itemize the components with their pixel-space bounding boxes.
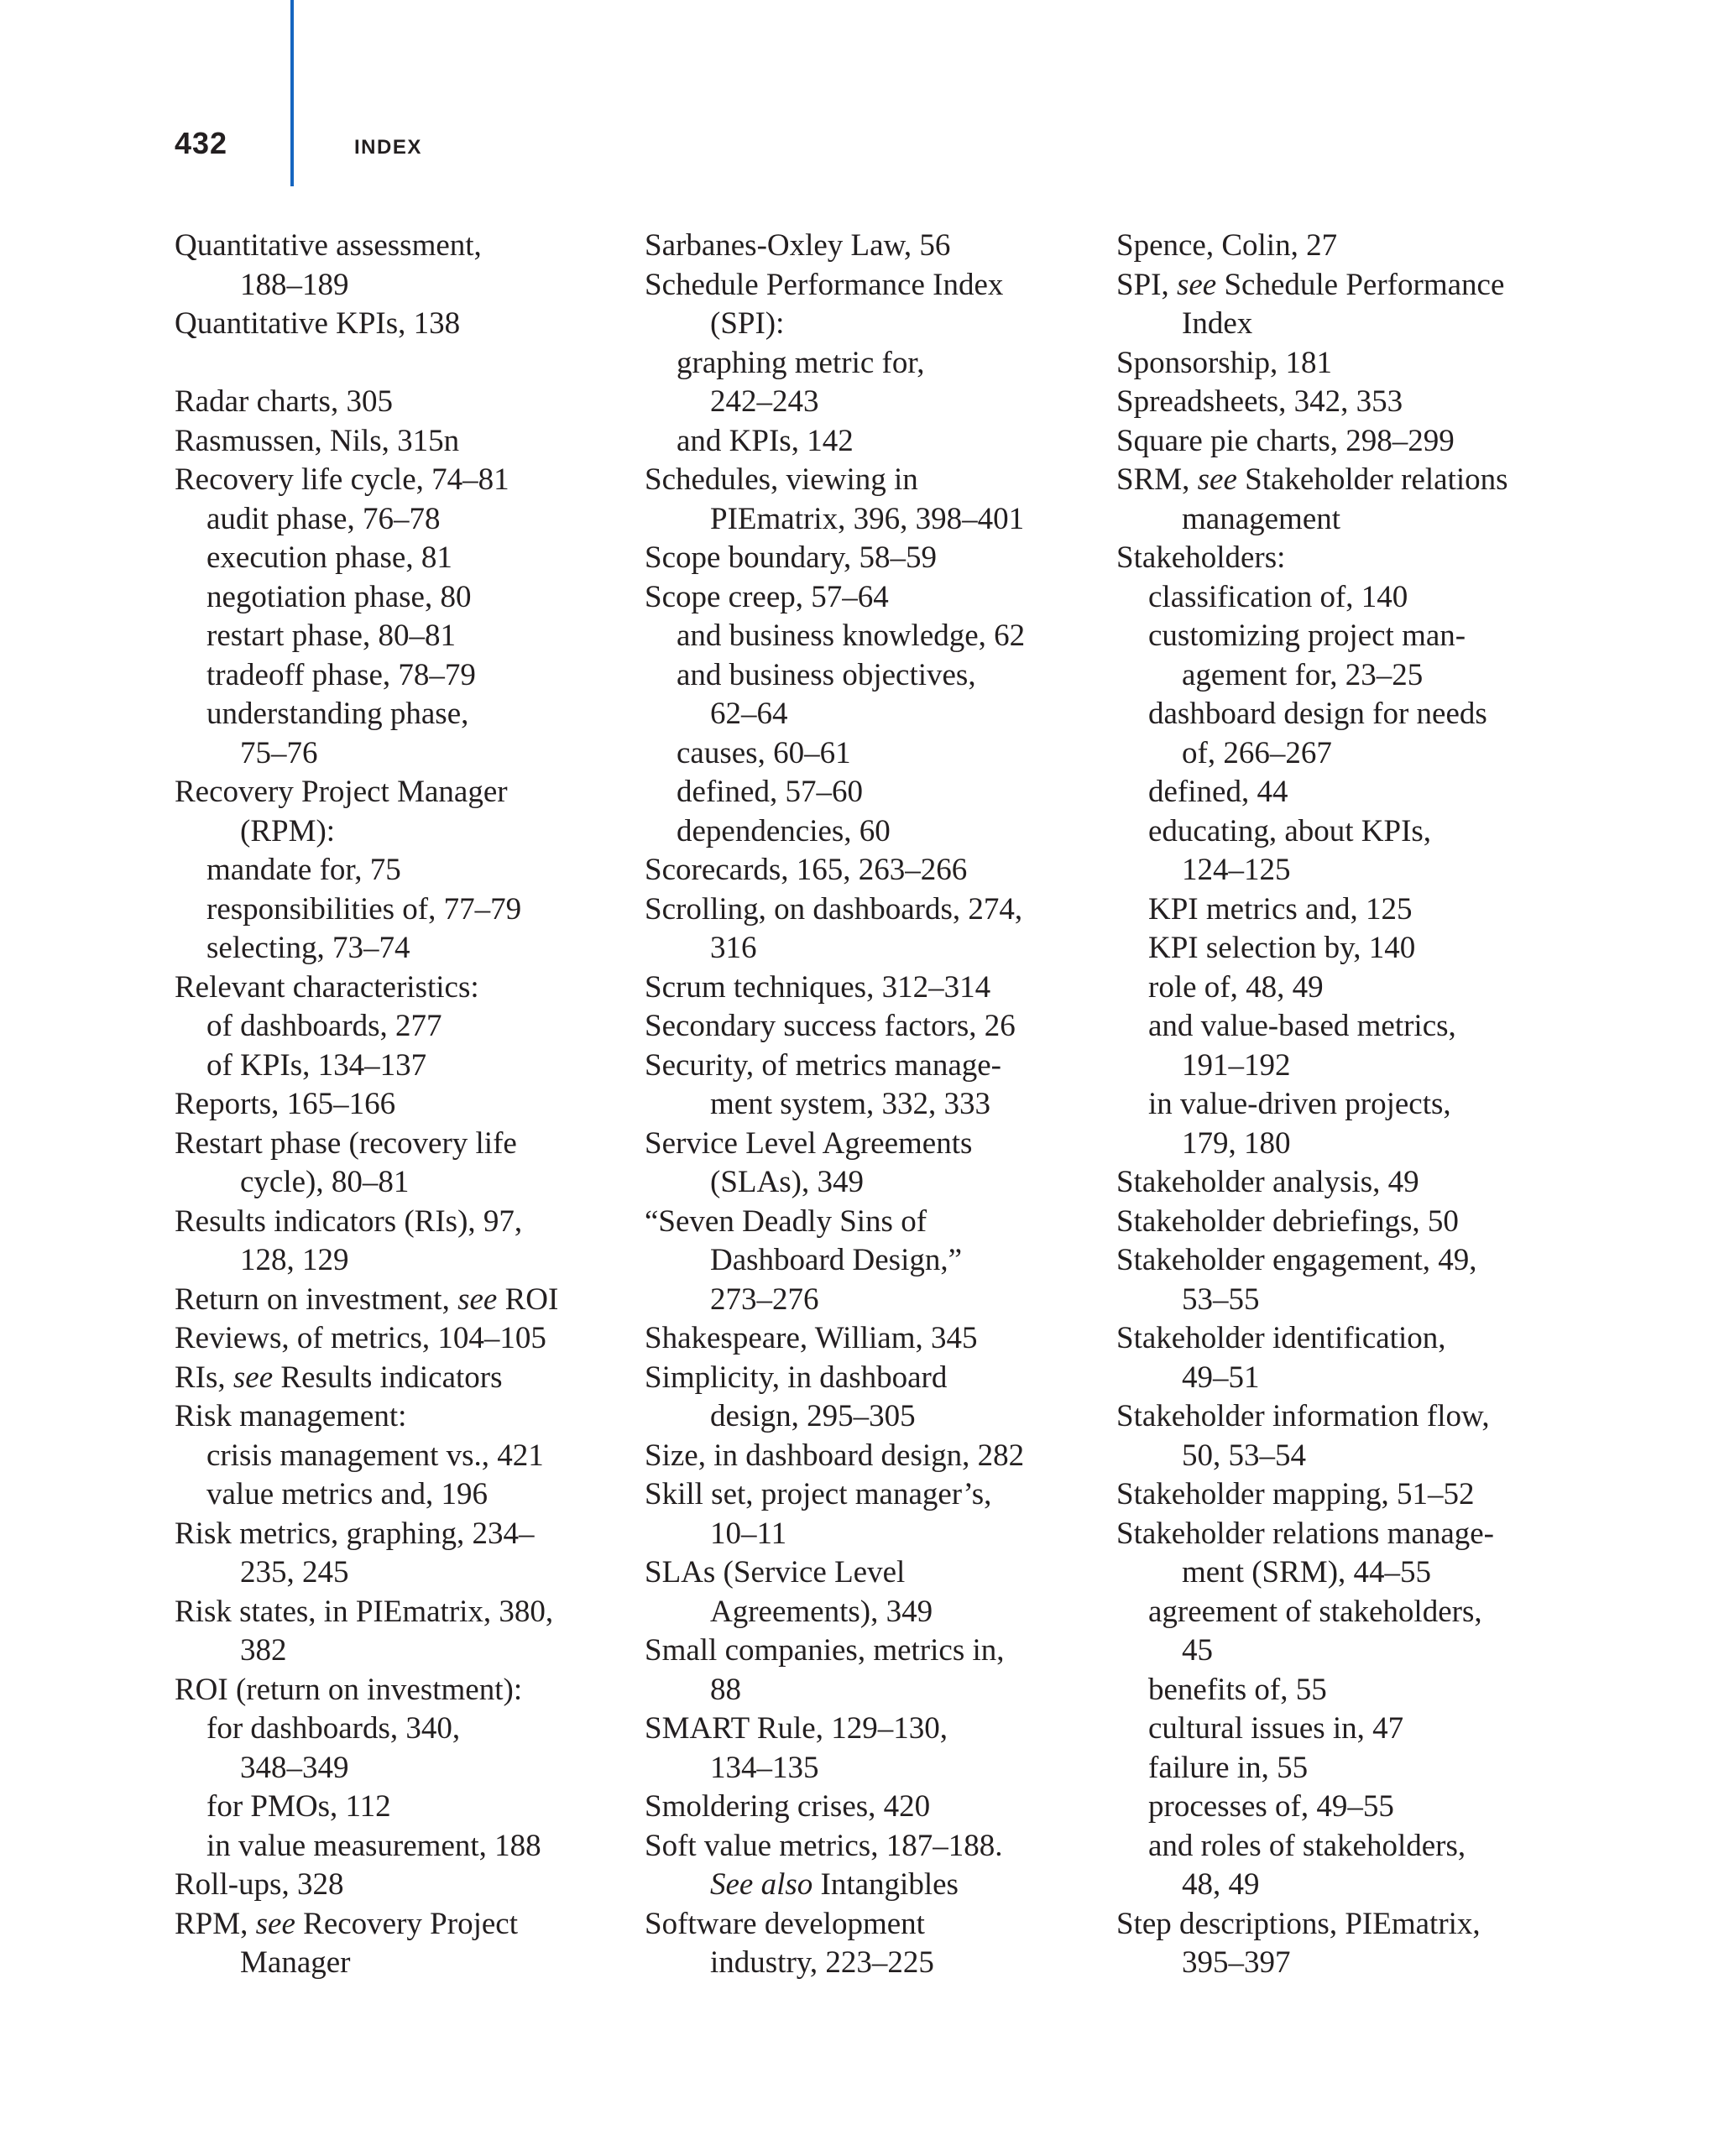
entry-line: SLAs (Service Level (645, 1555, 906, 1590)
index-subentry (175, 1710, 628, 1788)
entry-line: crisis management vs., 421 (206, 1438, 544, 1473)
entry-line: KPI metrics and, 125 (1148, 891, 1413, 927)
entry-line-continued: 128, 129 (240, 1243, 349, 1277)
entry-line: defined, 57–60 (677, 775, 863, 809)
entry-line (175, 1359, 628, 1398)
index-entry (1116, 539, 1570, 578)
index-entry (645, 539, 1098, 578)
entry-line-continued: Dashboard Design,” (710, 1243, 963, 1277)
index-entry (1116, 1203, 1570, 1242)
entry-line: in value measurement, 188 (206, 1828, 541, 1863)
entry-line: Roll-ups, 328 (175, 1867, 344, 1902)
entry-line: execution phase, 81 (206, 540, 452, 575)
entry-line-continued: 188–189 (240, 267, 349, 302)
index-entry (645, 266, 1098, 344)
entry-line: Stakeholder debriefings, 50 (1116, 1203, 1459, 1239)
index-subentry (1116, 1710, 1570, 1749)
index-subentry (175, 890, 628, 930)
entry-line: of KPIs, 134–137 (206, 1047, 427, 1083)
entry-line-continued: 242–243 (710, 384, 819, 419)
entry-line-continued: 45 (1182, 1633, 1213, 1668)
entry-line: Skill set, project manager’s, (645, 1477, 992, 1511)
entry-line-continued: Index (1182, 306, 1253, 341)
entry-line: Shakespeare, William, 345 (645, 1321, 978, 1355)
index-subentry (1116, 1085, 1570, 1163)
entry-line: Smoldering crises, 420 (645, 1789, 931, 1824)
entry-line: Scrolling, on dashboards, 274, (645, 891, 1023, 927)
entry-line-continued: ment system, 332, 333 (710, 1087, 991, 1121)
index-column-2 (645, 227, 1098, 1983)
index-subentry (645, 422, 1098, 462)
entry-text: Stakeholder relations (1236, 462, 1508, 497)
entry-line-continued: 134–135 (710, 1750, 819, 1785)
running-head: INDEX (354, 136, 422, 159)
entry-line: responsibilities of, 77–79 (206, 891, 522, 927)
entry-line-continued: 48, 49 (1182, 1867, 1260, 1902)
index-subentry (1116, 1749, 1570, 1788)
entry-line: Relevant characteristics: (175, 969, 479, 1005)
entry-text: SRM, (1116, 462, 1198, 497)
entry-line: Small companies, metrics in, (645, 1633, 1005, 1668)
entry-line: dashboard design for needs (1148, 697, 1487, 731)
index-entry (645, 1125, 1098, 1203)
index-entry (1116, 227, 1570, 266)
entry-line: negotiation phase, 80 (206, 579, 472, 614)
see-reference: see (1176, 267, 1217, 302)
index-subentry (645, 734, 1098, 774)
entry-line-continued: 191–192 (1182, 1047, 1291, 1083)
entry-line-continued: 50, 53–54 (1182, 1438, 1306, 1473)
index-entry (175, 383, 628, 422)
entry-line-continued: PIEmatrix, 396, 398–401 (710, 501, 1025, 536)
index-entry (1116, 383, 1570, 422)
entry-line: Scope creep, 57–64 (645, 579, 889, 614)
entry-line-continued: 88 (710, 1672, 741, 1707)
index-entry (645, 461, 1098, 539)
entry-line: value metrics and, 196 (206, 1477, 488, 1511)
entry-line: Scope boundary, 58–59 (645, 540, 938, 575)
entry-line: processes of, 49–55 (1148, 1789, 1394, 1824)
index-entry (645, 1047, 1098, 1125)
index-entry (175, 773, 628, 851)
entry-line: Stakeholders: (1116, 540, 1286, 575)
index-column-3 (1116, 227, 1570, 1983)
index-entry (645, 1007, 1098, 1047)
entry-line: Risk metrics, graphing, 234– (175, 1516, 535, 1551)
entry-line (1116, 461, 1570, 500)
entry-line: Recovery life cycle, 74–81 (175, 462, 509, 497)
entry-line-continued: (SPI): (710, 306, 785, 341)
entry-line: and value-based metrics, (1148, 1009, 1456, 1043)
index-subentry (175, 617, 628, 656)
entry-line: Scrum techniques, 312–314 (645, 969, 991, 1005)
index-column-1 (175, 227, 628, 1983)
entry-text: ROI (497, 1282, 559, 1317)
index-subentry (175, 695, 628, 773)
index-entry (1116, 266, 1570, 344)
page-number: 432 (175, 126, 228, 160)
index-entry (175, 1515, 628, 1593)
entry-line-continued: 53–55 (1182, 1282, 1260, 1317)
entry-text: Results indicators (273, 1360, 503, 1395)
entry-line: Recovery Project Manager (175, 775, 508, 809)
index-entry (1116, 461, 1570, 539)
entry-text: RPM, (175, 1906, 256, 1941)
index-subentry (1116, 695, 1570, 773)
index-subentry (1116, 773, 1570, 812)
index-entry (175, 422, 628, 462)
entry-line: Size, in dashboard design, 282 (645, 1438, 1025, 1473)
index-subentry (1116, 968, 1570, 1008)
index-subentry (1116, 1788, 1570, 1827)
entry-line-continued: 273–276 (710, 1282, 819, 1317)
entry-line-continued: design, 295–305 (710, 1399, 916, 1433)
entry-line: Sarbanes-Oxley Law, 56 (645, 228, 951, 263)
index-entry (645, 1905, 1098, 1983)
entry-line: classification of, 140 (1148, 579, 1408, 614)
entry-line: Software development (645, 1906, 925, 1941)
index-subentry (1116, 812, 1570, 890)
entry-line: Secondary success factors, 26 (645, 1009, 1016, 1043)
entry-line-continued: management (1182, 501, 1341, 536)
entry-line: Stakeholder engagement, 49, (1116, 1243, 1477, 1277)
entry-line: audit phase, 76–78 (206, 501, 441, 536)
entry-text: Intangibles (812, 1867, 959, 1902)
entry-line: and business objectives, (677, 657, 976, 692)
entry-line: and KPIs, 142 (677, 423, 854, 458)
entry-line: selecting, 73–74 (206, 931, 410, 965)
index-entry (1116, 1163, 1570, 1203)
entry-line: Rasmussen, Nils, 315n (175, 423, 460, 458)
entry-line-continued: 10–11 (710, 1516, 787, 1551)
index-subentry (175, 929, 628, 968)
entry-line-continued: Agreements), 349 (710, 1594, 933, 1629)
index-subentry (175, 656, 628, 696)
entry-line: Stakeholder analysis, 49 (1116, 1165, 1419, 1199)
entry-line: causes, 60–61 (677, 735, 851, 770)
see-reference: see (233, 1360, 274, 1395)
index-subentry (645, 344, 1098, 422)
entry-line: Stakeholder mapping, 51–52 (1116, 1477, 1475, 1511)
entry-line: Reports, 165–166 (175, 1087, 396, 1121)
entry-line: Stakeholder identification, (1116, 1321, 1446, 1355)
entry-line: graphing metric for, (677, 345, 925, 380)
entry-line: agreement of stakeholders, (1148, 1594, 1482, 1629)
index-entry (645, 578, 1098, 618)
entry-line (1116, 266, 1570, 305)
index-subentry (645, 812, 1098, 852)
index-entry (175, 1866, 628, 1905)
entry-line-continued: Manager (240, 1945, 351, 1980)
index-subentry (175, 1788, 628, 1827)
entry-line (175, 1281, 628, 1320)
index-entry (645, 1710, 1098, 1788)
entry-line-continued: 75–76 (240, 735, 318, 770)
entry-line-continued: of, 266–267 (1182, 735, 1332, 770)
index-entry (1116, 1241, 1570, 1319)
entry-line-continued: (SLAs), 349 (710, 1165, 864, 1199)
entry-line: Risk states, in PIEmatrix, 380, (175, 1594, 554, 1629)
index-entry (1116, 344, 1570, 384)
entry-line: restart phase, 80–81 (206, 619, 456, 653)
index-subentry (1116, 578, 1570, 618)
entry-line: Square pie charts, 298–299 (1116, 423, 1455, 458)
entry-line: failure in, 55 (1148, 1750, 1309, 1785)
index-subentry (175, 539, 628, 578)
entry-line-continued: 316 (710, 931, 757, 965)
entry-line-continued: 395–397 (1182, 1945, 1291, 1980)
entry-line-continued: ment (SRM), 44–55 (1182, 1555, 1432, 1590)
index-entry (645, 1475, 1098, 1553)
entry-line-continued: 179, 180 (1182, 1125, 1291, 1161)
entry-line: in value-driven projects, (1148, 1087, 1451, 1121)
entry-line-continued: 235, 245 (240, 1555, 349, 1590)
entry-line: Scorecards, 165, 263–266 (645, 853, 968, 887)
entry-line-continued: 382 (240, 1633, 287, 1668)
entry-line: Results indicators (RIs), 97, (175, 1203, 523, 1239)
index-subentry (175, 1047, 628, 1086)
index-subentry (1116, 1827, 1570, 1905)
entry-line: Quantitative assessment, (175, 228, 482, 263)
entry-line: Soft value metrics, 187–188. (645, 1828, 1003, 1863)
index-entry (645, 1631, 1098, 1710)
index-entry (645, 1788, 1098, 1827)
entry-line: “Seven Deadly Sins of (645, 1203, 927, 1239)
see-reference: see (255, 1906, 295, 1941)
entry-line: Risk management: (175, 1399, 407, 1433)
index-subentry (175, 1007, 628, 1047)
index-entry (175, 1203, 628, 1281)
entry-line: dependencies, 60 (677, 813, 891, 848)
index-subentry (175, 1827, 628, 1866)
index-entry (175, 1359, 628, 1398)
entry-line: Restart phase (recovery life (175, 1125, 517, 1161)
entry-line: Sponsorship, 181 (1116, 345, 1332, 380)
entry-line-continued: agement for, 23–25 (1182, 657, 1424, 692)
entry-line: defined, 44 (1148, 775, 1288, 809)
entry-line-continued: (RPM): (240, 813, 336, 848)
index-subentry (1116, 617, 1570, 695)
entry-line: Reviews, of metrics, 104–105 (175, 1321, 546, 1355)
index-subentry (645, 656, 1098, 734)
entry-line: ROI (return on investment): (175, 1672, 523, 1707)
index-entry (645, 1553, 1098, 1631)
index-entry (1116, 1397, 1570, 1475)
entry-line: cultural issues in, 47 (1148, 1711, 1404, 1746)
entry-text: SPI, (1116, 267, 1177, 302)
entry-line: educating, about KPIs, (1148, 813, 1432, 848)
entry-line: Service Level Agreements (645, 1125, 973, 1161)
entry-line: Simplicity, in dashboard (645, 1360, 948, 1395)
entry-line: for PMOs, 112 (206, 1789, 391, 1824)
entry-line: Stakeholder relations manage- (1116, 1516, 1494, 1551)
index-entry (175, 1671, 628, 1710)
entry-line: Schedules, viewing in (645, 462, 918, 497)
entry-line: Schedule Performance Index (645, 267, 1004, 302)
entry-line: of dashboards, 277 (206, 1009, 442, 1043)
index-subentry (1116, 1671, 1570, 1710)
index-entry (645, 1203, 1098, 1320)
entry-line: KPI selection by, 140 (1148, 931, 1416, 965)
entry-line-continued: cycle), 80–81 (240, 1165, 410, 1199)
entry-text: Schedule Performance (1216, 267, 1505, 302)
index-entry (645, 968, 1098, 1008)
index-subentry (175, 578, 628, 618)
header-rule (290, 0, 294, 186)
index-entry (175, 1281, 628, 1320)
index-subentry (1116, 890, 1570, 930)
entry-line-continued: 49–51 (1182, 1360, 1260, 1395)
entry-line-continued: 62–64 (710, 697, 788, 731)
see-also-reference: See also (710, 1867, 813, 1902)
entry-line: mandate for, 75 (206, 853, 401, 887)
index-entry (175, 1397, 628, 1437)
index-entry (175, 1319, 628, 1359)
index-entry (175, 1593, 628, 1671)
entry-line: and business knowledge, 62 (677, 619, 1026, 653)
entry-line: benefits of, 55 (1148, 1672, 1327, 1707)
see-also-line (645, 1866, 1098, 1905)
index-entry (175, 1905, 628, 1983)
entry-line-continued: 348–349 (240, 1750, 349, 1785)
entry-line: Stakeholder information flow, (1116, 1399, 1490, 1433)
index-entry (1116, 1319, 1570, 1397)
entry-line: Spreadsheets, 342, 353 (1116, 384, 1403, 419)
entry-line: role of, 48, 49 (1148, 969, 1324, 1005)
entry-line: understanding phase, (206, 697, 469, 731)
entry-line-continued: industry, 223–225 (710, 1945, 934, 1980)
index-entry (175, 461, 628, 500)
index-subentry (175, 1475, 628, 1515)
index-entry (645, 1319, 1098, 1359)
index-subentry (645, 617, 1098, 656)
index-entry (175, 227, 628, 305)
entry-line: Quantitative KPIs, 138 (175, 306, 461, 341)
entry-line-continued: 124–125 (1182, 853, 1291, 887)
index-subentry (175, 851, 628, 890)
index-entry (645, 1827, 1098, 1905)
entry-line: SMART Rule, 129–130, (645, 1711, 948, 1746)
index-entry (1116, 1515, 1570, 1593)
index-entry (645, 890, 1098, 968)
index-subentry (175, 1437, 628, 1476)
entry-line (175, 1905, 628, 1945)
index-entry (1116, 422, 1570, 462)
index-subentry (1116, 1593, 1570, 1671)
entry-text: RIs, (175, 1360, 233, 1395)
entry-line: Radar charts, 305 (175, 384, 393, 419)
entry-line: for dashboards, 340, (206, 1711, 461, 1746)
index-entry (645, 851, 1098, 890)
index-entry (645, 1437, 1098, 1476)
index-entry (175, 968, 628, 1008)
entry-line: Spence, Colin, 27 (1116, 228, 1338, 263)
entry-line: Step descriptions, PIEmatrix, (1116, 1906, 1481, 1941)
index-entry (175, 1085, 628, 1125)
entry-text: Return on investment, (175, 1282, 458, 1317)
index-subentry (1116, 1007, 1570, 1085)
entry-line: Security, of metrics manage- (645, 1047, 1001, 1083)
entry-line: and roles of stakeholders, (1148, 1828, 1466, 1863)
index-entry (645, 227, 1098, 266)
entry-line: customizing project man- (1148, 619, 1466, 653)
entry-line: tradeoff phase, 78–79 (206, 657, 476, 692)
see-reference: see (457, 1282, 498, 1317)
index-subentry (1116, 929, 1570, 968)
index-entry (645, 1359, 1098, 1437)
index-entry (175, 305, 628, 344)
index-subentry (175, 500, 628, 540)
entry-text: Recovery Project (295, 1906, 518, 1941)
index-entry (175, 1125, 628, 1203)
index-subentry (645, 773, 1098, 812)
index-entry (1116, 1475, 1570, 1515)
see-reference: see (1197, 462, 1237, 497)
index-entry (1116, 1905, 1570, 1983)
